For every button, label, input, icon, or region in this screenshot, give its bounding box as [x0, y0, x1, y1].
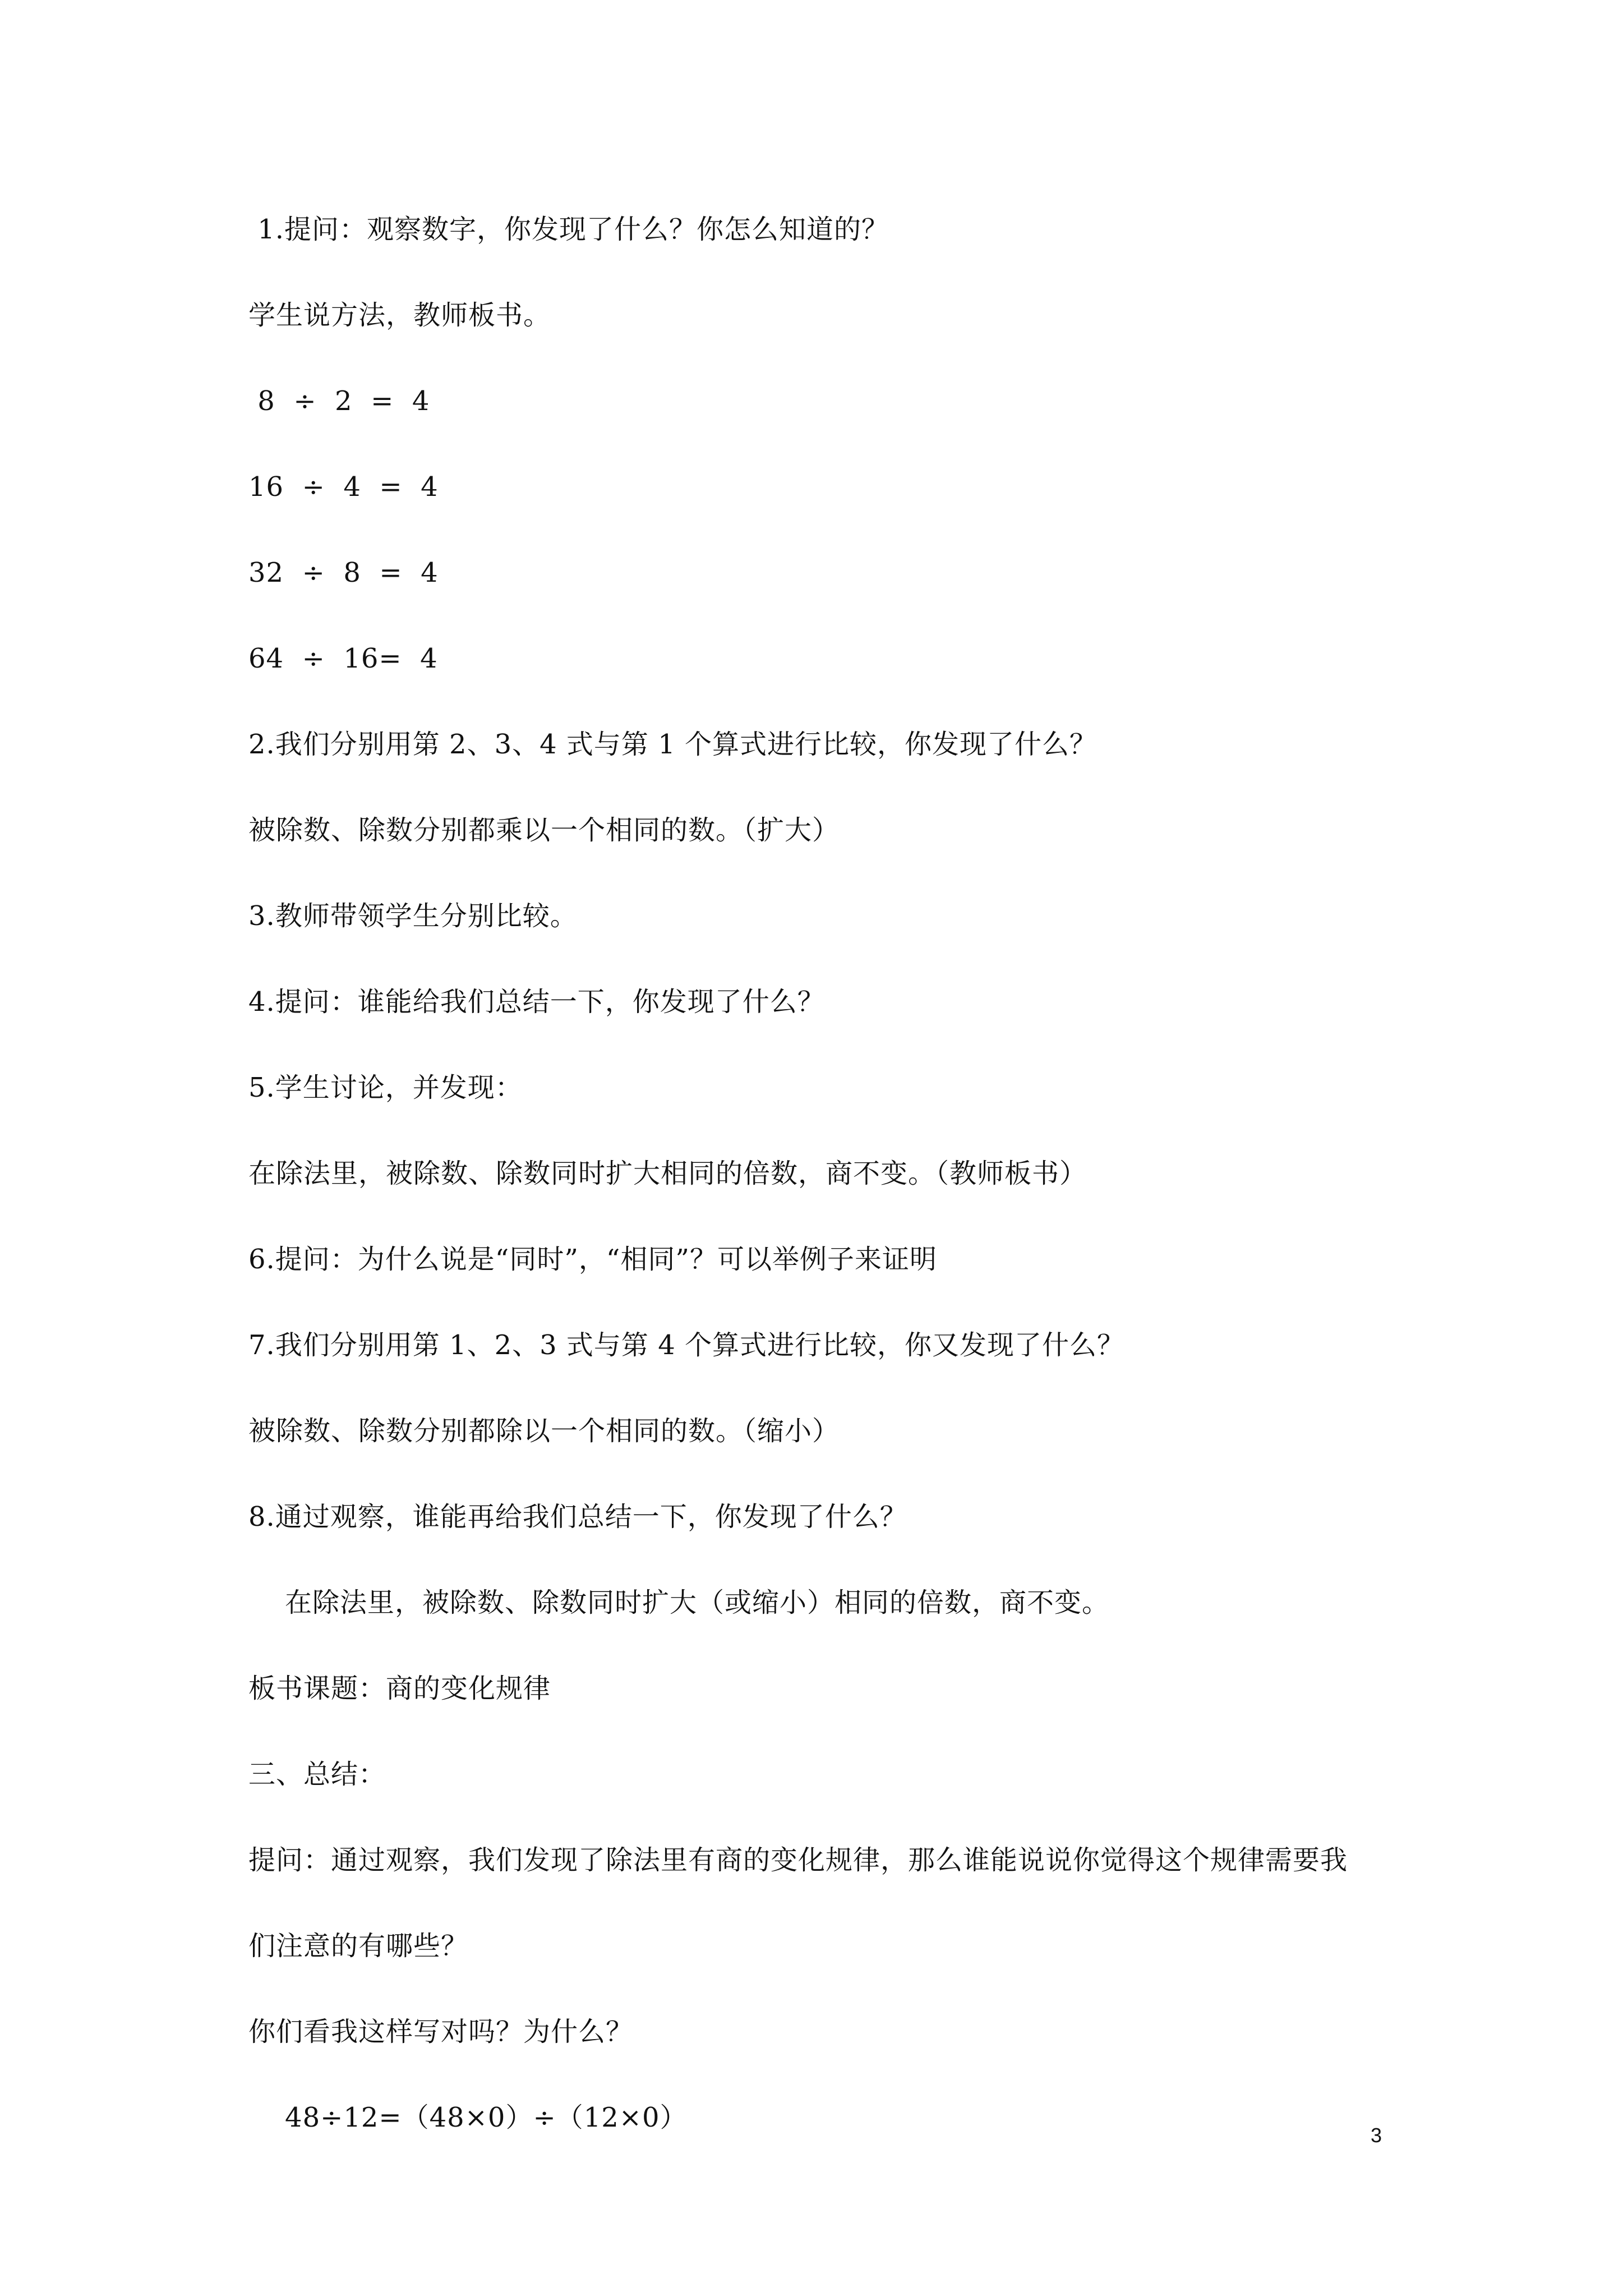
question-4: 4.提问：谁能给我们总结一下，你发现了什么？ [248, 986, 825, 1018]
step-5: 5.学生讨论，并发现： [248, 1072, 523, 1103]
text-line: 在除法里，被除数、除数同时扩大相同的倍数，商不变。（教师板书） [248, 1158, 1087, 1189]
text-line: 提问：通过观察，我们发现了除法里有商的变化规律，那么谁能说说你觉得这个规律需要我 [248, 1844, 1348, 1876]
rule-statement: 在除法里，被除数、除数同时扩大（或缩小）相同的倍数，商不变。 [248, 1587, 1110, 1618]
section-heading: 三、总结： [248, 1759, 386, 1790]
lesson-title: 板书课题：商的变化规律 [248, 1673, 551, 1704]
equation-line: 48÷12=（48×0）÷（12×0） [248, 2102, 688, 2133]
text-line: 被除数、除数分别都除以一个相同的数。（缩小） [248, 1415, 840, 1447]
question-2: 2.我们分别用第 2、3、4 式与第 1 个算式进行比较，你发现了什么？ [248, 729, 1097, 760]
text-line: 学生说方法，教师板书。 [248, 300, 551, 331]
text-line: 被除数、除数分别都乘以一个相同的数。（扩大） [248, 815, 840, 846]
question-6: 6.提问：为什么说是“同时”，“相同”？可以举例子来证明 [248, 1244, 937, 1275]
equation-line: 16 ÷ 4 = 4 [248, 471, 439, 503]
page-number: 3 [1371, 2124, 1382, 2147]
question-8: 8.通过观察，谁能再给我们总结一下，你发现了什么？ [248, 1501, 907, 1533]
equation-line: 8 ÷ 2 = 4 [248, 385, 430, 417]
equation-line: 64 ÷ 16= 4 [248, 643, 438, 674]
text-line: 你们看我这样写对吗？为什么？ [248, 2016, 634, 2047]
step-3: 3.教师带领学生分别比较。 [248, 900, 578, 932]
question-7: 7.我们分别用第 1、2、3 式与第 4 个算式进行比较，你又发现了什么？ [248, 1329, 1124, 1361]
question-1: 1.提问：观察数字，你发现了什么？你怎么知道的？ [248, 214, 889, 245]
text-line: 们注意的有哪些？ [248, 1930, 469, 1962]
equation-line: 32 ÷ 8 = 4 [248, 557, 439, 588]
